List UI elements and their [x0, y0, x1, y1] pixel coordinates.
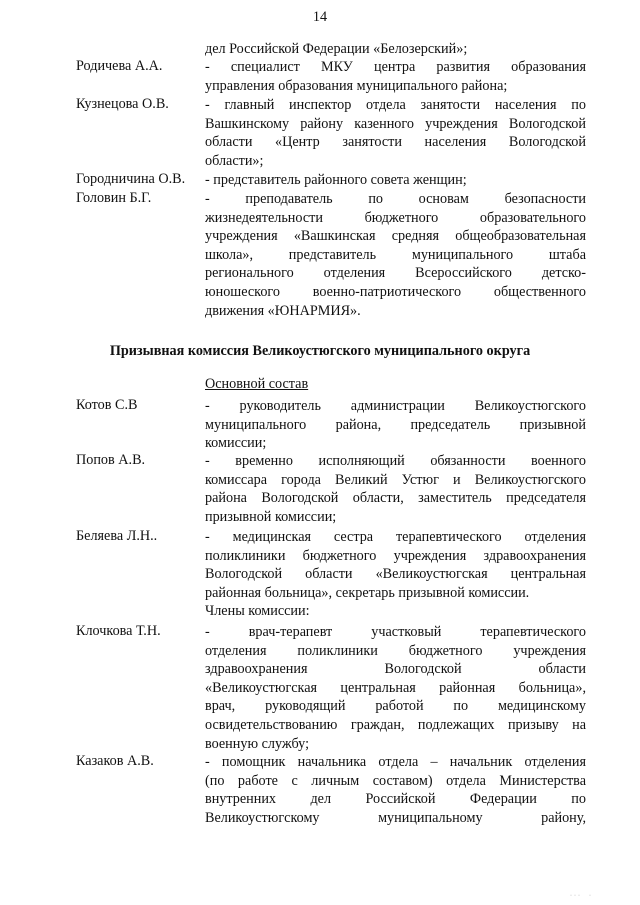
person-role	[205, 397, 586, 453]
text-line: поликлиники бюджетного учреждения здравоохранения	[205, 547, 586, 564]
text-line: управления образования муниципального района;	[205, 77, 508, 94]
text-line: - временно исполняющий обязанности военного	[205, 453, 586, 469]
person-name: Городничина О.В.	[76, 171, 186, 187]
text-line: школа», представитель муниципального штаба	[205, 246, 586, 263]
person-name: Казаков А.В.	[76, 753, 154, 769]
text-line: - помощник начальника отдела – начальник отделения	[205, 754, 586, 770]
text-line: Вашкинскому району казенного учреждения Вологодской	[205, 115, 586, 132]
text-line: учреждения «Вашкинская средняя общеобразовательная	[205, 228, 586, 245]
person-name: Родичева А.А.	[76, 58, 163, 74]
text-line: комиссии;	[205, 435, 267, 452]
text-line: регионального отделения Всероссийского детско-	[205, 265, 586, 282]
text-line: - преподаватель по основам безопасности	[205, 191, 586, 207]
text-line: - руководитель администрации Великоустюгского	[205, 398, 586, 414]
person-role	[205, 171, 586, 190]
text-line: жизнедеятельности бюджетного образовательного	[205, 209, 586, 226]
text-line: - медицинская сестра терапевтического отделения	[205, 529, 586, 545]
text-line: районная больница», секретарь призывной комиссии.	[205, 584, 530, 601]
scan-artifact: ··· ·	[570, 893, 593, 899]
person-role	[205, 623, 586, 753]
text-line: отделения поликлиники бюджетного учреждения	[205, 642, 586, 659]
person-name: Котов С.В	[76, 397, 138, 413]
text-line: - представитель районного совета женщин;	[205, 172, 467, 188]
person-role	[205, 190, 586, 320]
text-line: врач, руководящий работой по медицинскому	[205, 698, 586, 715]
person-role	[205, 96, 586, 170]
text-line: области»;	[205, 152, 264, 169]
text-line: муниципального района, председатель призывной	[205, 416, 586, 433]
commission-heading: Призывная комиссия Великоустюгского муниципального округа	[109, 343, 531, 359]
text-line: дел Российской Федерации «Белозерский»;	[205, 41, 468, 57]
person-role	[205, 58, 586, 95]
person-name: Клочкова Т.Н.	[76, 623, 161, 639]
text-line: «Великоустюгская центральная районная больница»,	[205, 679, 586, 696]
text-line: - специалист МКУ центра развития образования	[205, 59, 586, 75]
person-name: Беляева Л.Н..	[76, 528, 158, 544]
text-line: движения «ЮНАРМИЯ».	[205, 302, 361, 319]
text-line: области «Центр занятости населения Вологодской	[205, 134, 586, 151]
text-line: Вологодской области «Великоустюгская центральная	[205, 566, 586, 583]
text-line: - врач-терапевт участковый терапевтического	[205, 624, 586, 640]
page-number: 14	[312, 9, 328, 25]
continued-text	[205, 40, 586, 59]
text-line: комиссара города Великий Устюг и Великоустюгского	[205, 471, 586, 488]
members-label: Члены комиссии:	[205, 603, 310, 619]
person-role	[205, 528, 586, 602]
text-line: призывной комиссии;	[205, 508, 337, 525]
person-name: Попов А.В.	[76, 452, 146, 468]
text-line: района Вологодской области, заместитель председателя	[205, 490, 586, 507]
text-line: военную службу;	[205, 735, 310, 752]
person-name: Кузнецова О.В.	[76, 96, 169, 112]
main-composition-label: Основной состав	[205, 376, 309, 392]
text-line: (по работе с личным составом) отдела Министерства	[205, 772, 586, 789]
person-name: Головин Б.Г.	[76, 190, 152, 206]
text-line: юношеского военно-патриотического общественного	[205, 283, 586, 300]
text-line: Великоустюгскому муниципальному району,	[205, 809, 586, 826]
text-line: - главный инспектор отдела занятости населения по	[205, 97, 586, 113]
text-line: здравоохранения Вологодской области	[205, 661, 586, 678]
person-role	[205, 753, 586, 827]
person-role	[205, 452, 586, 526]
text-line: внутренних дел Российской Федерации по	[205, 791, 586, 808]
text-line: освидетельствованию граждан, подлежащих призыву на	[205, 716, 586, 733]
